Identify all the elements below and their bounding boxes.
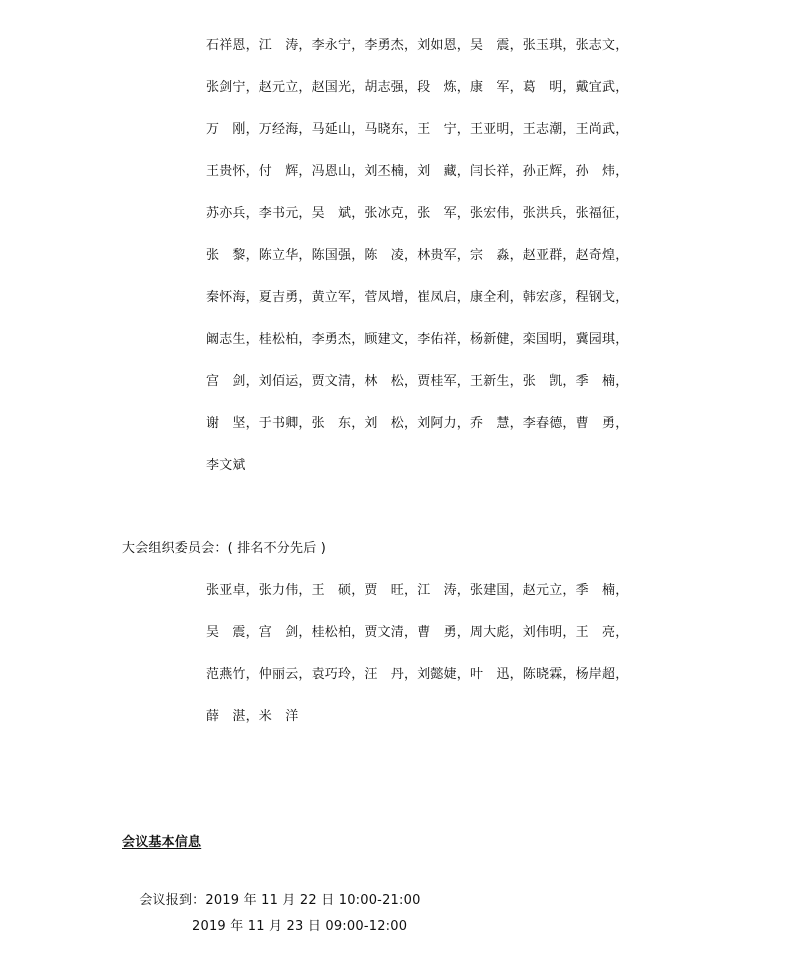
name-line: 薛 湛，米 洋 — [206, 709, 299, 724]
name-line: 李文斌 — [206, 458, 246, 473]
name-line: 万 刚，万经海，马延山，马晓东，王 宁，王亚明，王志潮，王尚武， — [206, 122, 629, 137]
name-line: 范燕竹，仲丽云，袁巧玲，汪 丹，刘懿婕，叶 迅，陈晓霖，杨岸超， — [206, 667, 629, 682]
name-line: 阚志生，桂松柏，李勇杰，顾建文，李佑祥，杨新健，栾国明，冀园琪， — [206, 332, 629, 347]
registration-row — [122, 877, 421, 925]
name-line: 苏亦兵，李书元，吴 斌，张冰克，张 军，张宏伟，张洪兵，张福征， — [206, 206, 629, 221]
name-line: 王贵怀，付 辉，冯恩山，刘丕楠，刘 藏，闫长祥，孙正辉，孙 炜， — [206, 164, 629, 179]
meeting-info-title: 会议基本信息 — [122, 835, 202, 850]
organizing-committee-title: 大会组织委员会：( 排名不分先后 ) — [122, 541, 327, 556]
name-line: 张剑宁，赵元立，赵国光，胡志强，段 炼，康 军，葛 明，戴宜武， — [206, 80, 629, 95]
name-line: 张 黎，陈立华，陈国强，陈 凌，林贵军，宗 淼，赵亚群，赵奇煌， — [206, 248, 629, 263]
name-line: 张亚卓，张力伟，王 硕，贾 旺，江 涛，张建国，赵元立，季 楠， — [206, 583, 629, 598]
registration-date-1: 2019 年 11 月 22 日 10:00-21:00 — [205, 893, 421, 908]
name-line: 秦怀海，夏吉勇，黄立军，菅凤增，崔凤启，康全利，韩宏彦，程钢戈， — [206, 290, 629, 305]
name-line: 吴 震，宫 剑，桂松柏，贾文清，曹 勇，周大彪，刘伟明，王 亮， — [206, 625, 629, 640]
registration-date-2: 2019 年 11 月 23 日 09:00-12:00 — [192, 919, 408, 934]
registration-label: 会议报到： — [139, 893, 206, 908]
name-line: 谢 坚，于书卿，张 东，刘 松，刘阿力，乔 慧，李春德，曹 勇， — [206, 416, 629, 431]
name-line: 石祥恩，江 涛，李永宁，李勇杰，刘如恩，吴 震，张玉琪，张志文， — [206, 38, 629, 53]
name-line: 宫 剑，刘佰运，贾文清，林 松，贾桂军，王新生，张 凯，季 楠， — [206, 374, 629, 389]
